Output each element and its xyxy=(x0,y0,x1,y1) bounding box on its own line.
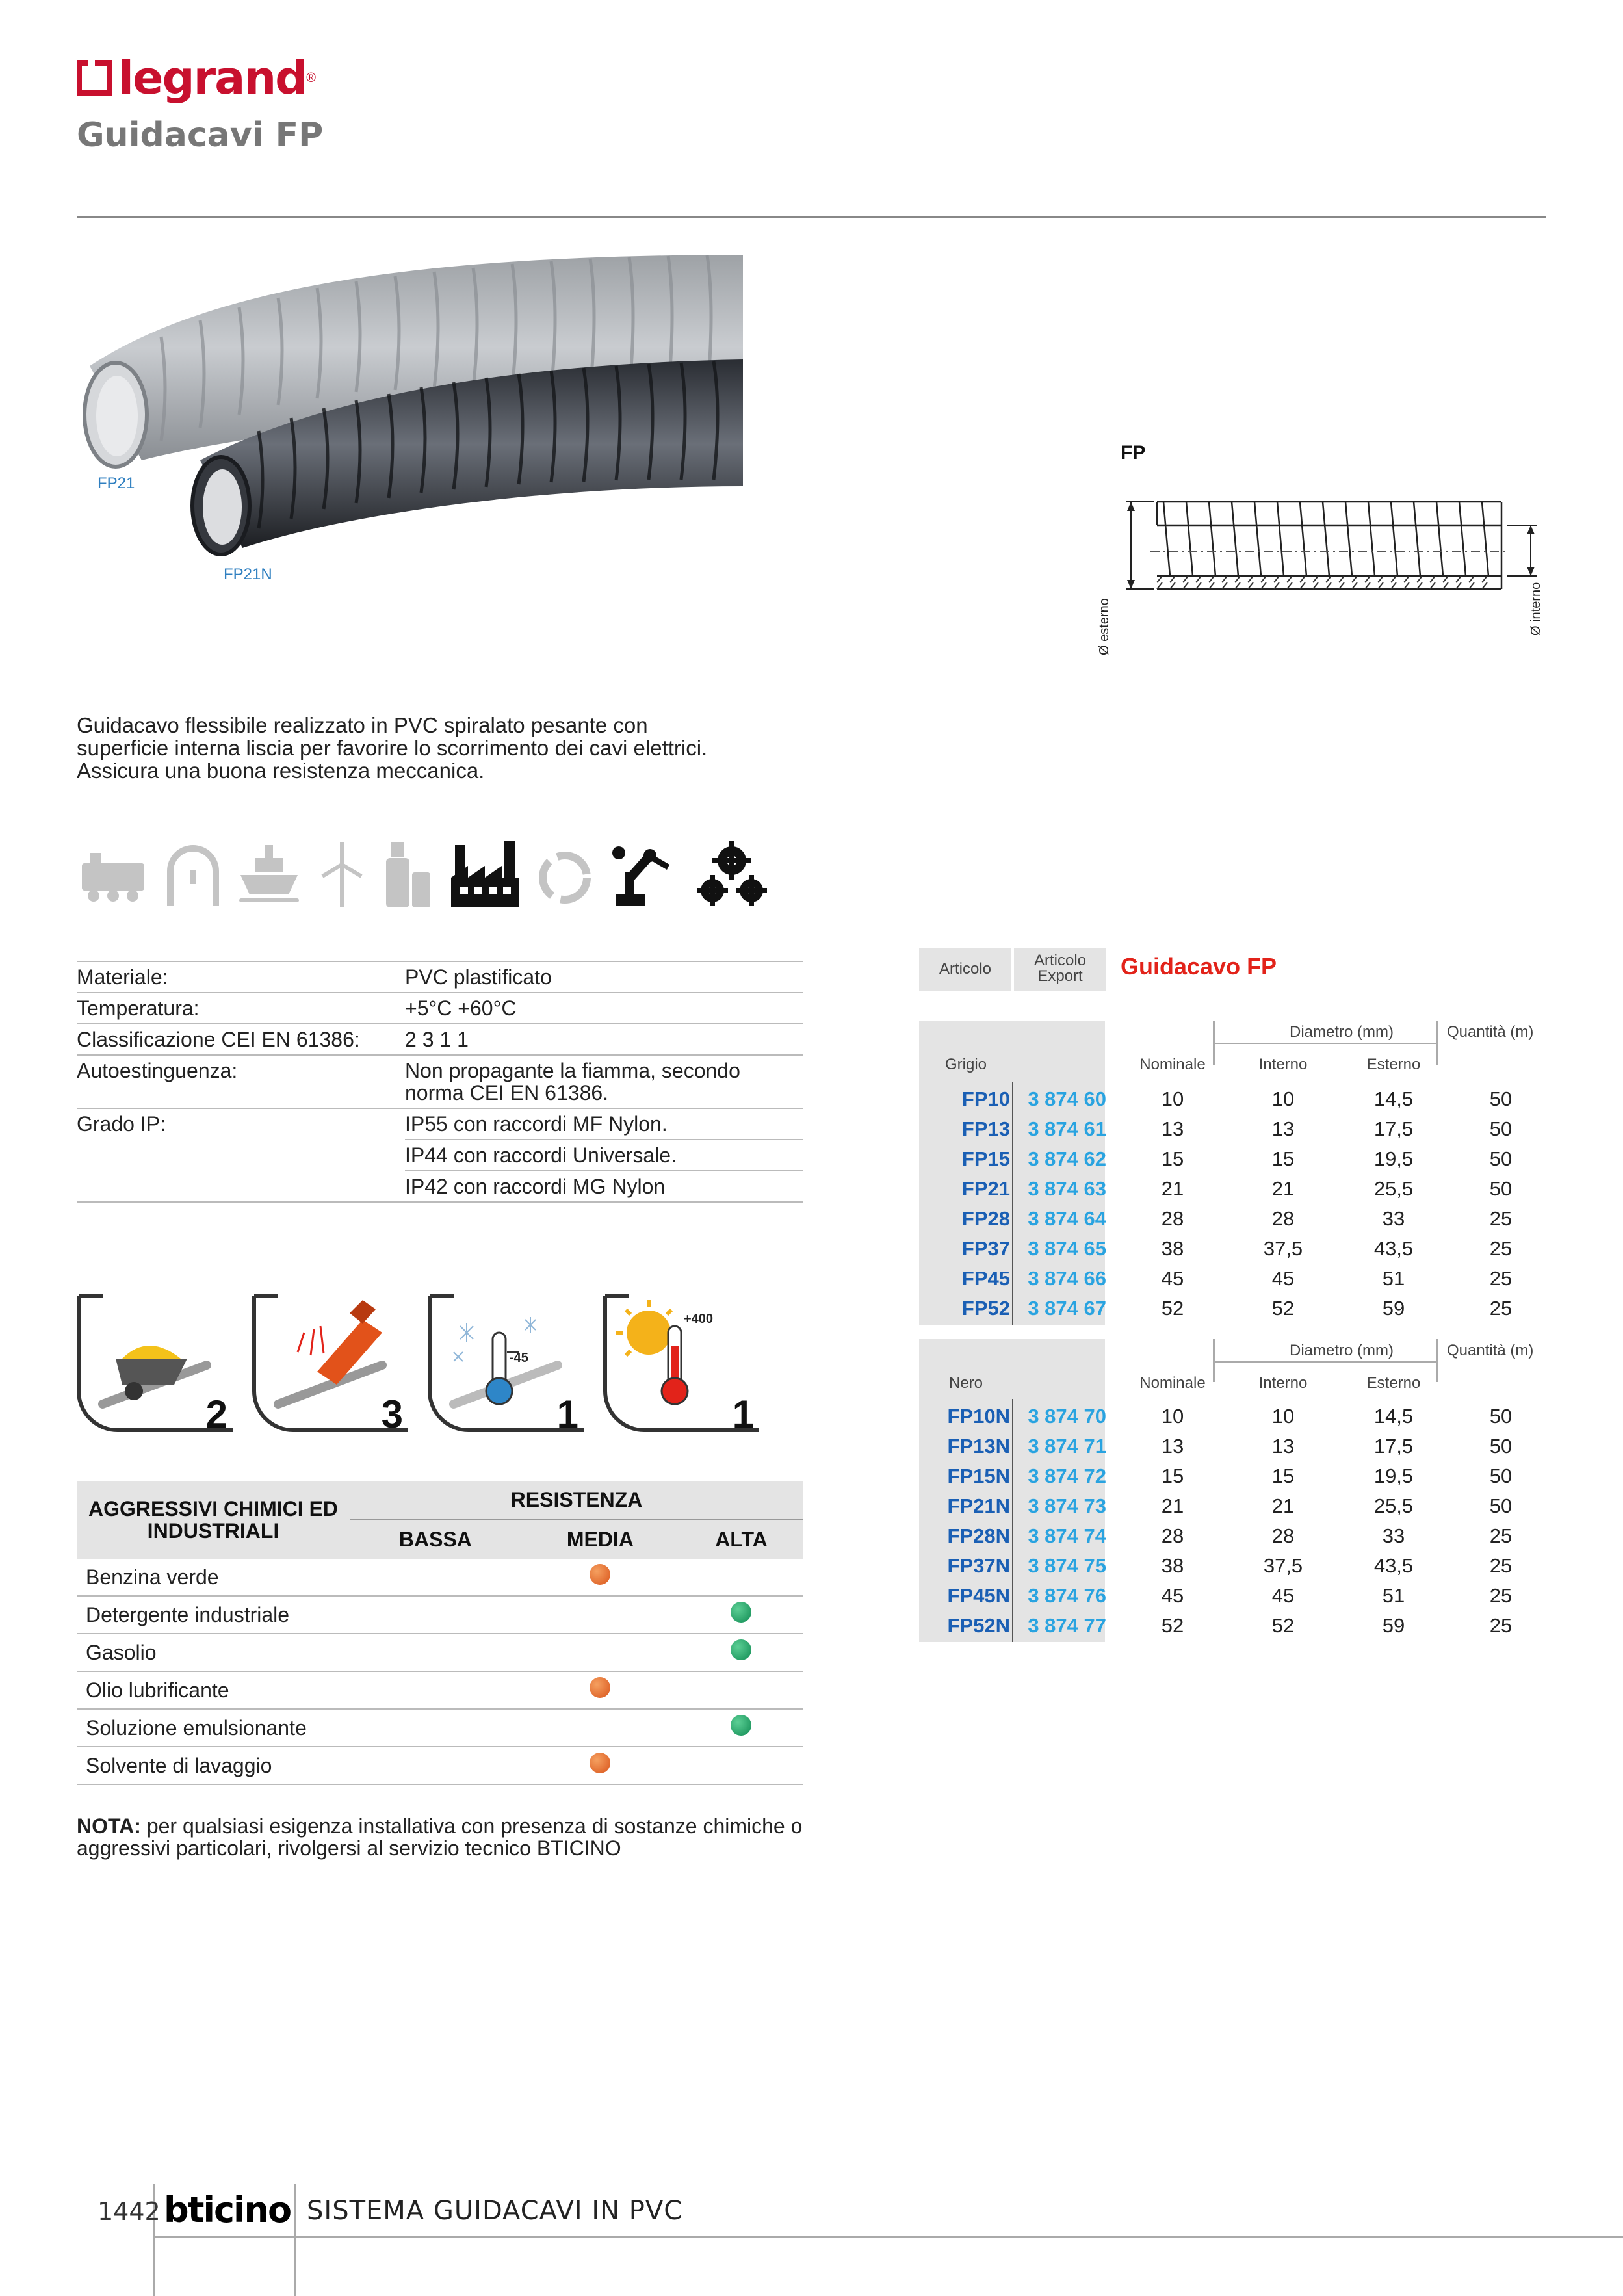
group-name: Grigio xyxy=(945,1056,987,1073)
classification-hot xyxy=(603,1294,766,1437)
outer-diameter: 51 xyxy=(1382,1584,1405,1607)
note-text: per qualsiasi esigenza installativa con presenza di sostanze chimiche o aggressivi particolari, rivolgersi al servizio tecnico BTICINO xyxy=(77,1814,803,1860)
quantity: 50 xyxy=(1489,1405,1513,1428)
nominal-diameter: 45 xyxy=(1161,1267,1184,1290)
quantity: 25 xyxy=(1489,1267,1513,1290)
spec-key xyxy=(77,1171,405,1202)
resistance-alta-dot xyxy=(731,1602,751,1623)
quantity: 25 xyxy=(1489,1554,1513,1577)
nominal-diameter: 13 xyxy=(1161,1435,1184,1457)
spec-row xyxy=(77,1024,803,1055)
table-row xyxy=(919,1294,1547,1324)
quantita-header: Quantità (m) xyxy=(1447,1342,1534,1359)
chemical-name: Detergente industriale xyxy=(77,1596,350,1634)
table-row xyxy=(919,1144,1547,1174)
inner-diameter: 13 xyxy=(1271,1117,1295,1140)
article-code: FP13N xyxy=(947,1435,1010,1457)
nominal-diameter: 45 xyxy=(1161,1584,1184,1607)
train-icon xyxy=(77,839,149,910)
nominal-diameter: 15 xyxy=(1161,1465,1184,1487)
spec-value: Non propagante la fiamma, secondo norma CEI EN 61386. xyxy=(405,1055,803,1108)
inner-diameter: 45 xyxy=(1271,1267,1295,1290)
legrand-logo-text: legrand xyxy=(118,51,307,105)
export-code: 3 874 64 xyxy=(1028,1207,1106,1230)
export-code: 3 874 75 xyxy=(1028,1554,1106,1577)
classification-value: 1 xyxy=(732,1392,754,1436)
chemical-name: Soluzione emulsionante xyxy=(77,1709,350,1747)
esterno-header: Esterno xyxy=(1366,1374,1421,1392)
esterno-header: Esterno xyxy=(1366,1056,1421,1073)
level-alta: ALTA xyxy=(679,1519,803,1559)
export-code: 3 874 63 xyxy=(1028,1177,1106,1200)
inner-diameter: 21 xyxy=(1271,1177,1295,1200)
resistance-alta-dot xyxy=(731,1715,751,1736)
spec-key: Grado IP: xyxy=(77,1112,166,1136)
resistance-alta-dot xyxy=(731,1639,751,1660)
outer-diameter: 14,5 xyxy=(1373,1088,1414,1110)
inner-diameter: 28 xyxy=(1271,1207,1295,1230)
classification-impact xyxy=(252,1294,415,1437)
spec-row xyxy=(77,1140,803,1171)
table-row xyxy=(919,1114,1547,1144)
table-row xyxy=(919,1461,1547,1491)
inner-diameter: 28 xyxy=(1271,1524,1295,1547)
quantita-header: Quantità (m) xyxy=(1447,1023,1534,1041)
export-code: 3 874 77 xyxy=(1028,1614,1106,1637)
export-code: 3 874 70 xyxy=(1028,1405,1106,1428)
footer-section-title: SISTEMA GUIDACAVI IN PVC xyxy=(307,2196,683,2226)
chem-header-left: AGGRESSIVI CHIMICI ED INDUSTRIALI xyxy=(77,1481,350,1559)
export-code: 3 874 61 xyxy=(1028,1117,1106,1140)
spec-value: IP44 con raccordi Universale. xyxy=(405,1140,803,1171)
quantity: 25 xyxy=(1489,1524,1513,1547)
page-number: 1442 xyxy=(97,2197,161,2226)
table-row xyxy=(919,1521,1547,1551)
note-label: NOTA: xyxy=(77,1814,141,1838)
export-code: 3 874 65 xyxy=(1028,1237,1106,1260)
article-code: FP37N xyxy=(947,1554,1010,1577)
inner-diameter: 15 xyxy=(1271,1465,1295,1487)
chem-header-resistance: RESISTENZA xyxy=(350,1481,803,1519)
conduit-section-drawing xyxy=(1092,468,1560,637)
quantity: 25 xyxy=(1489,1297,1513,1320)
outer-diameter: 33 xyxy=(1382,1207,1405,1230)
spec-row xyxy=(77,1055,803,1108)
table-row xyxy=(77,1634,803,1671)
classification-value: 3 xyxy=(381,1392,403,1436)
outer-diameter: 25,5 xyxy=(1373,1494,1414,1517)
article-code: FP45 xyxy=(961,1267,1010,1290)
table-row xyxy=(919,1402,1547,1431)
nominal-diameter: 10 xyxy=(1161,1405,1184,1428)
nominale-header: Nominale xyxy=(1139,1374,1206,1392)
resistance-media-dot xyxy=(590,1753,610,1773)
spec-row xyxy=(77,993,803,1024)
registered-mark: ® xyxy=(306,70,317,85)
diametro-header: Diametro (mm) xyxy=(1290,1342,1394,1359)
spec-key: Classificazione CEI EN 61386: xyxy=(77,1024,405,1055)
group-name: Nero xyxy=(949,1374,983,1392)
classification-value: 2 xyxy=(205,1392,227,1436)
quantity: 25 xyxy=(1489,1584,1513,1607)
drawing-label: FP xyxy=(1121,442,1146,463)
cold-temp-label: -45 xyxy=(510,1351,528,1365)
table-row xyxy=(919,1551,1547,1581)
quantity: 50 xyxy=(1489,1494,1513,1517)
spec-row xyxy=(77,1171,803,1202)
chemical-name: Benzina verde xyxy=(77,1559,350,1596)
food-dairy-icon xyxy=(382,839,434,910)
caption-black: FP21N xyxy=(224,566,272,583)
nominal-diameter: 52 xyxy=(1161,1614,1184,1637)
quantity: 25 xyxy=(1489,1237,1513,1260)
article-code: FP45N xyxy=(947,1584,1010,1607)
quantity: 50 xyxy=(1489,1465,1513,1487)
col-articolo-export: Articolo Export xyxy=(1014,948,1106,991)
inner-diameter: 21 xyxy=(1271,1494,1295,1517)
inner-diameter: 45 xyxy=(1271,1584,1295,1607)
export-code: 3 874 72 xyxy=(1028,1465,1106,1487)
article-code: FP13 xyxy=(961,1117,1010,1140)
outer-diameter: 33 xyxy=(1382,1524,1405,1547)
quantity: 25 xyxy=(1489,1207,1513,1230)
interno-header: Interno xyxy=(1258,1056,1308,1073)
level-bassa: BASSA xyxy=(350,1519,521,1559)
outer-diameter: 17,5 xyxy=(1373,1117,1414,1140)
table-row xyxy=(77,1671,803,1709)
table-row xyxy=(919,1174,1547,1204)
outer-diameter: 43,5 xyxy=(1373,1237,1414,1260)
inner-diameter: 13 xyxy=(1271,1435,1295,1457)
gears-icon xyxy=(695,839,768,910)
article-code: FP21 xyxy=(961,1177,1010,1200)
article-code: FP28N xyxy=(947,1524,1010,1547)
footer-divider xyxy=(294,2184,296,2296)
spec-key: Autoestinguenza: xyxy=(77,1055,405,1108)
export-code: 3 874 67 xyxy=(1028,1297,1106,1320)
outer-diameter: 43,5 xyxy=(1373,1554,1414,1577)
diametro-header: Diametro (mm) xyxy=(1290,1023,1394,1041)
article-code: FP15 xyxy=(961,1147,1010,1170)
export-code: 3 874 73 xyxy=(1028,1494,1106,1517)
quantity: 50 xyxy=(1489,1435,1513,1457)
quantity: 50 xyxy=(1489,1177,1513,1200)
article-code: FP10 xyxy=(961,1088,1010,1110)
spec-row xyxy=(77,1108,803,1140)
nominal-diameter: 15 xyxy=(1161,1147,1184,1170)
hot-temp-label: +400 xyxy=(684,1312,714,1326)
article-code: FP52 xyxy=(961,1297,1010,1320)
table-row xyxy=(919,1581,1547,1611)
spec-row xyxy=(77,961,803,993)
export-code: 3 874 76 xyxy=(1028,1584,1106,1607)
footer-rule xyxy=(153,2236,1623,2238)
col-articolo: Articolo xyxy=(919,948,1011,991)
table-row xyxy=(919,1264,1547,1294)
nominal-diameter: 21 xyxy=(1161,1494,1184,1517)
resistance-media-dot xyxy=(590,1564,610,1585)
inner-diameter: 10 xyxy=(1271,1405,1295,1428)
outer-diameter: 59 xyxy=(1382,1297,1405,1320)
caption-grey: FP21 xyxy=(97,475,135,492)
interno-header: Interno xyxy=(1258,1374,1308,1392)
article-code: FP15N xyxy=(947,1465,1010,1487)
conduit-illustration xyxy=(70,252,743,590)
diametro-underline xyxy=(1213,1361,1436,1363)
quantity: 25 xyxy=(1489,1614,1513,1637)
quantity: 50 xyxy=(1489,1117,1513,1140)
wind-turbine-icon xyxy=(316,839,368,910)
table-row xyxy=(77,1747,803,1784)
table-row xyxy=(919,1204,1547,1234)
export-code: 3 874 60 xyxy=(1028,1088,1106,1110)
page-title: Guidacavi FP xyxy=(77,116,324,155)
article-code: FP28 xyxy=(961,1207,1010,1230)
nominale-header: Nominale xyxy=(1139,1056,1206,1073)
chemical-name: Solvente di lavaggio xyxy=(77,1747,350,1784)
table-row xyxy=(919,1491,1547,1521)
article-code: FP37 xyxy=(961,1237,1010,1260)
table-row xyxy=(919,1234,1547,1264)
outer-diameter-label: Ø esterno xyxy=(1097,598,1111,655)
quantity: 50 xyxy=(1489,1088,1513,1110)
product-photo xyxy=(70,252,743,590)
ship-icon xyxy=(237,839,302,910)
spec-key: Materiale: xyxy=(77,961,405,993)
spec-value: +5°C +60°C xyxy=(405,993,803,1024)
export-code: 3 874 62 xyxy=(1028,1147,1106,1170)
chemical-name: Gasolio xyxy=(77,1634,350,1671)
outer-diameter: 17,5 xyxy=(1373,1435,1414,1457)
note xyxy=(77,1815,805,1859)
outer-diameter: 51 xyxy=(1382,1267,1405,1290)
chemical-name: Olio lubrificante xyxy=(77,1671,350,1709)
legrand-logo-mark-icon xyxy=(77,60,112,96)
nominal-diameter: 28 xyxy=(1161,1207,1184,1230)
inner-diameter: 37,5 xyxy=(1263,1554,1303,1577)
outer-diameter: 25,5 xyxy=(1373,1177,1414,1200)
spec-value: IP42 con raccordi MG Nylon xyxy=(405,1171,803,1202)
export-code: 3 874 66 xyxy=(1028,1267,1106,1290)
classification-compression xyxy=(77,1294,239,1437)
bticino-logo: bticino xyxy=(164,2189,291,2230)
nominal-diameter: 52 xyxy=(1161,1297,1184,1320)
inner-diameter: 15 xyxy=(1271,1147,1295,1170)
table-row xyxy=(77,1559,803,1596)
export-code: 3 874 74 xyxy=(1028,1524,1106,1547)
table-row xyxy=(77,1596,803,1634)
nominal-diameter: 28 xyxy=(1161,1524,1184,1547)
outer-diameter: 19,5 xyxy=(1373,1465,1414,1487)
factory-icon xyxy=(448,839,521,910)
article-code: FP21N xyxy=(947,1494,1010,1517)
outer-diameter: 14,5 xyxy=(1373,1405,1414,1428)
nominal-diameter: 38 xyxy=(1161,1554,1184,1577)
diametro-underline xyxy=(1213,1043,1436,1044)
table-row xyxy=(919,1611,1547,1641)
quantity: 50 xyxy=(1489,1147,1513,1170)
nominal-diameter: 21 xyxy=(1161,1177,1184,1200)
nominal-diameter: 10 xyxy=(1161,1088,1184,1110)
classification-value: 1 xyxy=(556,1392,578,1436)
recycle-icon xyxy=(536,839,594,910)
spec-key: Temperatura: xyxy=(77,993,405,1024)
robot-arm-icon xyxy=(608,839,681,910)
level-media: MEDIA xyxy=(521,1519,679,1559)
legrand-logo xyxy=(77,51,316,105)
tunnel-icon xyxy=(164,839,222,910)
outer-diameter: 59 xyxy=(1382,1614,1405,1637)
article-code: FP52N xyxy=(947,1614,1010,1637)
application-icons xyxy=(77,839,768,910)
header-divider xyxy=(77,216,1546,218)
spec-value: 2 3 1 1 xyxy=(405,1024,803,1055)
classification-cold xyxy=(428,1294,590,1437)
nominal-diameter: 13 xyxy=(1161,1117,1184,1140)
spec-value: PVC plastificato xyxy=(405,961,803,993)
export-code: 3 874 71 xyxy=(1028,1435,1106,1457)
outer-diameter: 19,5 xyxy=(1373,1147,1414,1170)
table-row xyxy=(919,1431,1547,1461)
article-code: FP10N xyxy=(947,1405,1010,1428)
product-table-title: Guidacavo FP xyxy=(1121,953,1277,980)
resistance-media-dot xyxy=(590,1677,610,1698)
table-row xyxy=(919,1084,1547,1114)
technical-drawing xyxy=(1092,442,1560,655)
chemical-resistance-table xyxy=(77,1481,803,1785)
spec-key xyxy=(77,1140,405,1171)
nominal-diameter: 38 xyxy=(1161,1237,1184,1260)
table-row xyxy=(77,1709,803,1747)
spec-value: IP55 con raccordi MF Nylon. xyxy=(405,1108,803,1140)
inner-diameter: 37,5 xyxy=(1263,1237,1303,1260)
product-description: Guidacavo flessibile realizzato in PVC spiralato pesante con superficie interna liscia per favorire lo scorrimento dei cavi elettrici. Assicura una buona resistenza meccanica. xyxy=(77,713,708,783)
inner-diameter-label: Ø interno xyxy=(1529,582,1543,636)
inner-diameter: 10 xyxy=(1271,1088,1295,1110)
specifications-table xyxy=(77,961,803,1203)
inner-diameter: 52 xyxy=(1271,1297,1295,1320)
inner-diameter: 52 xyxy=(1271,1614,1295,1637)
